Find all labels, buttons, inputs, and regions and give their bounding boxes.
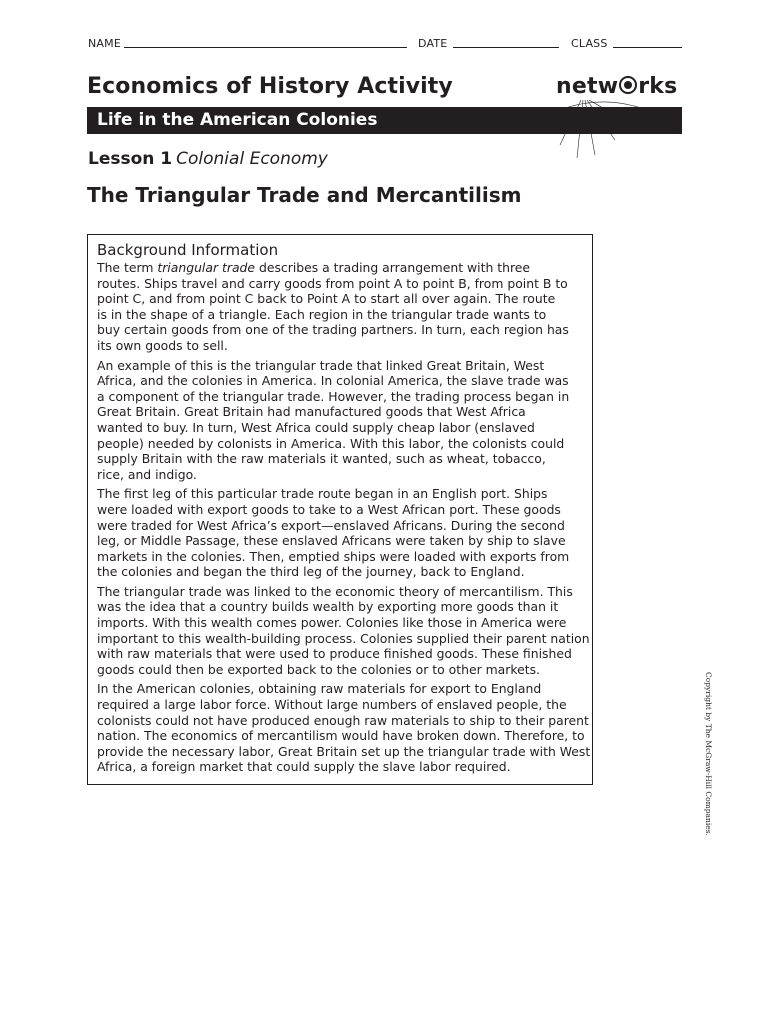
- text-line: An example of this is the triangular trade that linked Great Britain, West: [97, 357, 545, 373]
- background-paragraph: [97, 260, 588, 354]
- text-line: wanted to buy. In turn, West Africa could supply cheap labor (enslaved: [97, 419, 535, 435]
- text-line: nation. The economics of mercantilism would have broken down. Therefore, to: [97, 728, 585, 744]
- date-label: DATE: [418, 37, 448, 50]
- text-line: colonists could not have produced enough raw materials to ship to their parent: [97, 712, 589, 728]
- unit-title-bar: [87, 107, 682, 134]
- background-paragraph: [97, 486, 588, 580]
- text-line: markets in the colonies. Then, emptied ships were loaded with exports from: [97, 548, 570, 564]
- text-line: Africa, a foreign market that could supply the slave labor required.: [97, 759, 511, 775]
- background-paragraph: [97, 358, 588, 483]
- text-line: Great Britain. Great Britain had manufactured goods that West Africa: [97, 404, 526, 420]
- emphasized-term: triangular trade: [157, 260, 256, 275]
- background-heading: Background Information: [97, 241, 279, 259]
- text-line: provide the necessary labor, Great Britain set up the triangular trade with West: [97, 743, 591, 759]
- page-title: The Triangular Trade and Mercantilism: [87, 183, 522, 207]
- name-field[interactable]: [124, 47, 407, 48]
- text-line: routes. Ships travel and carry goods from point A to point B, from point B to: [97, 275, 568, 291]
- name-label: NAME: [88, 37, 121, 50]
- activity-title: Economics of History Activity: [87, 74, 453, 99]
- text-line: were loaded with export goods to take to a West African port. These goods: [97, 501, 561, 517]
- text-line: people) needed by colonists in America. With this labor, the colonists could: [97, 435, 565, 451]
- logo-text-end: rks: [638, 74, 678, 99]
- background-paragraph: [97, 584, 588, 678]
- text-line: buy certain goods from one of the trading partners. In turn, each region has: [97, 322, 569, 338]
- text-line: required a large labor force. Without large numbers of enslaved people, the: [97, 697, 567, 713]
- class-label: CLASS: [571, 37, 608, 50]
- text-line: In the American colonies, obtaining raw materials for export to England: [97, 681, 542, 697]
- text-line: the colonies and began the third leg of the journey, back to England.: [97, 564, 525, 580]
- logo-text-start: netw: [556, 74, 619, 99]
- text-line: The triangular trade was linked to the economic theory of mercantilism. This: [97, 583, 573, 599]
- text-line: imports. With this wealth comes power. Colonies like those in America were: [97, 615, 567, 631]
- text-line: goods could then be exported back to the colonies or to other markets.: [97, 661, 540, 677]
- text-line: supply Britain with the raw materials it wanted, such as wheat, tobacco,: [97, 451, 546, 467]
- text-line: The term triangular trade describes a trading arrangement with three: [97, 260, 531, 275]
- background-body: [97, 260, 591, 779]
- date-field[interactable]: [453, 47, 559, 48]
- text-line: The first leg of this particular trade route began in an English port. Ships: [97, 486, 548, 502]
- lesson-number: Lesson 1: [88, 149, 173, 169]
- text-line: important to this wealth-building process. Colonies supplied their parent nation: [97, 630, 590, 646]
- unit-title: Life in the American Colonies: [97, 110, 378, 130]
- text-line: a component of the triangular trade. However, the trading process began in: [97, 388, 570, 404]
- student-info-row: [88, 37, 682, 51]
- text-line: rice, and indigo.: [97, 466, 197, 482]
- background-info-box: [87, 234, 593, 785]
- gear-icon: [619, 76, 637, 94]
- text-line: were traded for West Africa’s export—enslaved Africans. During the second: [97, 517, 565, 533]
- text-line: its own goods to sell.: [97, 337, 228, 353]
- text-line: with raw materials that were used to produce finished goods. These finished: [97, 646, 572, 662]
- background-paragraph: [97, 681, 591, 775]
- text-line: was the idea that a country builds wealth by exporting more goods than it: [97, 599, 559, 615]
- class-field[interactable]: [613, 47, 682, 48]
- text-line: Africa, and the colonies in America. In colonial America, the slave trade was: [97, 373, 569, 389]
- lesson-heading: [88, 149, 328, 169]
- text-line: leg, or Middle Passage, these enslaved Africans were taken by ship to slave: [97, 533, 566, 549]
- text-line: point C, and from point C back to Point A to start all over again. The route: [97, 291, 556, 307]
- text-line: is in the shape of a triangle. Each region in the triangular trade wants to: [97, 306, 547, 322]
- lesson-topic: Colonial Economy: [176, 149, 328, 169]
- copyright-notice: Copyright by The McGraw-Hill Companies.: [704, 672, 713, 836]
